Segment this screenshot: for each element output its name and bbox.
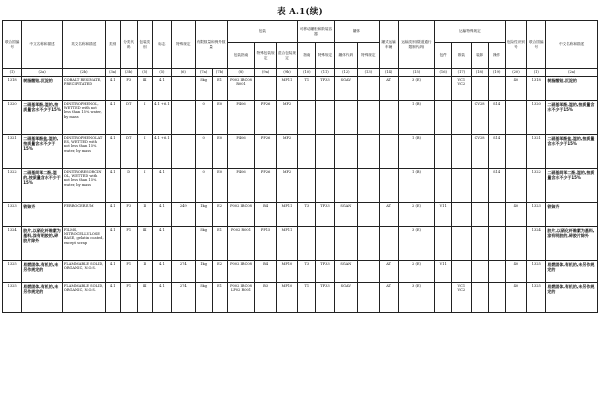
- col-number: (3a): [105, 69, 120, 77]
- s-bulk-cell: [452, 169, 471, 203]
- name-en-cell: DINITROPHENOLATES, WETTED with not less than 15% water, by mass: [62, 135, 105, 169]
- pt-sp-cell: [316, 169, 334, 203]
- s-pkg-cell: [435, 169, 452, 203]
- code-cell: DT: [120, 101, 137, 135]
- column-number-row: [3, 69, 598, 77]
- header-transport-cat: 运输类别(隧道通行限制代码): [398, 21, 434, 69]
- col-number: (8): [227, 69, 255, 77]
- class-cell: 4.1: [105, 227, 120, 261]
- tank-sp-cell: [358, 77, 379, 101]
- name-zh-2-cell: 二硝基间苯二酚,湿的,按质量含水不少于15%: [546, 169, 598, 203]
- packing-sp-cell: B4: [255, 261, 276, 283]
- pg-cell: Ⅲ: [137, 77, 152, 101]
- labels-cell: 4.1: [152, 283, 171, 313]
- limited-qty-cell: 5kg: [195, 227, 212, 261]
- header-limited: 有限数量和例外数量: [195, 21, 227, 69]
- name-zh-cell: 易燃固体,有机的,未另作规定的: [22, 261, 63, 283]
- transport-cat-cell: 3 (E): [398, 227, 434, 261]
- excepted-qty-cell: E1: [212, 227, 227, 261]
- header-pt-sp: 特殊规定: [316, 43, 334, 69]
- vehicle-cell: AT: [379, 283, 398, 313]
- mixed-packing-cell: MP11: [276, 77, 297, 101]
- vehicle-cell: AT: [379, 261, 398, 283]
- sp-cell: [172, 101, 196, 135]
- un-no-cell: 1323: [3, 203, 22, 227]
- name-en-cell: FLAMMABLE SOLID, ORGANIC, N.O.S.: [62, 261, 105, 283]
- col-number: (6): [172, 69, 196, 77]
- header-name-zh-2: 中文名称和描述: [546, 21, 598, 69]
- hazard-id-cell: [505, 169, 526, 203]
- table-row: [3, 77, 598, 101]
- s-bulk-cell: VC1 VC2: [452, 283, 471, 313]
- col-number: (2b): [62, 69, 105, 77]
- s-pkg-cell: V11: [435, 203, 452, 227]
- packing-instr-cell: P002 R001: [227, 227, 255, 261]
- excepted-qty-cell: E0: [212, 101, 227, 135]
- pt-sp-cell: TP33: [316, 203, 334, 227]
- pt-instr-cell: [298, 135, 316, 169]
- s-bulk-cell: [452, 101, 471, 135]
- limited-qty-cell: 5kg: [195, 283, 212, 313]
- hazard-id-cell: 40: [505, 261, 526, 283]
- excepted-qty-cell: E1: [212, 77, 227, 101]
- pt-instr-cell: [298, 101, 316, 135]
- header-tank-sp: 特殊规定: [358, 43, 379, 69]
- transport-cat-cell: 2 (E): [398, 261, 434, 283]
- name-zh-cell: 胶片,以硝化纤维素为基料,涂有明胶的,碎胶片除外: [22, 227, 63, 261]
- tank-sp-cell: [358, 169, 379, 203]
- header-pg: 包装类别: [137, 21, 152, 69]
- tank-code-cell: SGAN: [334, 203, 358, 227]
- packing-instr-cell: P002 IBC08: [227, 261, 255, 283]
- header-labels: 标志: [152, 21, 171, 69]
- un-no-cell: 1322: [3, 169, 22, 203]
- sp-cell: [172, 135, 196, 169]
- name-zh-cell: 二硝基苯酚盐,湿的,按质量含水不少于15%: [22, 135, 63, 169]
- un-no-2-cell: 1318: [527, 77, 546, 101]
- limited-qty-cell: 0: [195, 101, 212, 135]
- header-packing-group: 包装: [227, 21, 298, 43]
- header-mixed: 混合包装规定: [276, 43, 297, 69]
- limited-qty-cell: 1kg: [195, 203, 212, 227]
- un-no-cell: 1321: [3, 135, 22, 169]
- col-number: (18): [471, 69, 488, 77]
- packing-sp-cell: PP15: [255, 227, 276, 261]
- labels-cell: 4.1: [152, 261, 171, 283]
- tank-code-cell: [334, 101, 358, 135]
- s-bulk-cell: [452, 261, 471, 283]
- pt-sp-cell: TP33: [316, 283, 334, 313]
- header-s-bulk: 散装: [452, 43, 471, 69]
- sp-cell: [172, 227, 196, 261]
- code-cell: F1: [120, 283, 137, 313]
- s-load-cell: [471, 283, 488, 313]
- sp-cell: 274: [172, 283, 196, 313]
- un-no-2-cell: 1325: [527, 283, 546, 313]
- s-pkg-cell: [435, 283, 452, 313]
- labels-cell: 4.1: [152, 203, 171, 227]
- labels-cell: 4.1: [152, 227, 171, 261]
- vehicle-cell: AT: [379, 77, 398, 101]
- pg-cell: Ⅰ: [137, 135, 152, 169]
- col-number: (5): [137, 69, 152, 77]
- hazard-id-cell: [505, 227, 526, 261]
- tank-code-cell: SGAN: [334, 261, 358, 283]
- un-no-cell: 1325: [3, 261, 22, 283]
- vehicle-cell: [379, 101, 398, 135]
- un-no-cell: 1320: [3, 101, 22, 135]
- header-code: 分类代码: [120, 21, 137, 69]
- tank-code-cell: [334, 135, 358, 169]
- hazard-id-cell: [505, 101, 526, 135]
- name-zh-cell: 二硝基苯酚,湿的,按质量含水不少于15%: [22, 101, 63, 135]
- table-row: [3, 101, 598, 135]
- s-load-cell: [471, 77, 488, 101]
- pt-instr-cell: T1: [298, 77, 316, 101]
- hazard-id-cell: 40: [505, 283, 526, 313]
- pg-cell: Ⅰ: [137, 101, 152, 135]
- tank-sp-cell: [358, 227, 379, 261]
- mixed-packing-cell: MP11: [276, 227, 297, 261]
- pt-instr-cell: [298, 227, 316, 261]
- s-pkg-cell: [435, 77, 452, 101]
- packing-sp-cell: PP26: [255, 169, 276, 203]
- transport-cat-cell: 3 (E): [398, 283, 434, 313]
- labels-cell: 4.1 +6.1: [152, 101, 171, 135]
- un-no-2-cell: 1320: [527, 101, 546, 135]
- limited-qty-cell: 0: [195, 169, 212, 203]
- s-bulk-cell: [452, 135, 471, 169]
- class-cell: 4.1: [105, 261, 120, 283]
- name-zh-2-cell: 二硝基苯酚盐,湿的,按质量含水不少于15%: [546, 135, 598, 169]
- limited-qty-cell: 5kg: [195, 77, 212, 101]
- s-bulk-cell: [452, 227, 471, 261]
- name-zh-cell: 铁铈齐: [22, 203, 63, 227]
- name-en-cell: FILMS, NITROCELLULOSE BASE, gelatin coated, except scrap: [62, 227, 105, 261]
- table-row: [3, 227, 598, 261]
- un-no-2-cell: 1322: [527, 169, 546, 203]
- s-load-cell: CV28: [471, 101, 488, 135]
- s-op-cell: [488, 227, 505, 261]
- s-op-cell: [488, 261, 505, 283]
- un-no-cell: 1324: [3, 227, 22, 261]
- col-number: (17): [452, 69, 471, 77]
- pt-instr-cell: T3: [298, 203, 316, 227]
- table-row: [3, 169, 598, 203]
- s-op-cell: [488, 203, 505, 227]
- table-row: [3, 261, 598, 283]
- header-sp: 特殊规定: [172, 21, 196, 69]
- pt-instr-cell: T1: [298, 283, 316, 313]
- name-zh-2-cell: 铁铈齐: [546, 203, 598, 227]
- col-number: (10): [298, 69, 316, 77]
- pg-cell: Ⅲ: [137, 227, 152, 261]
- tank-sp-cell: [358, 203, 379, 227]
- packing-instr-cell: P002 IBC08 R001: [227, 77, 255, 101]
- packing-instr-cell: P406: [227, 101, 255, 135]
- header-vehicle: 罐式运输车辆: [379, 21, 398, 69]
- packing-instr-cell: P406: [227, 169, 255, 203]
- packing-instr-cell: P002 IBC08 LP02 R001: [227, 283, 255, 313]
- header-special-group: 运输特殊规定: [435, 21, 506, 43]
- s-pkg-cell: [435, 227, 452, 261]
- header-s-load: 装卸: [471, 43, 488, 69]
- name-en-cell: COBALT RESINATE, PRECIPITATED: [62, 77, 105, 101]
- transport-cat-cell: 1 (B): [398, 169, 434, 203]
- un-no-2-cell: 1325: [527, 261, 546, 283]
- excepted-qty-cell: E2: [212, 203, 227, 227]
- name-en-cell: FERROCERIUM: [62, 203, 105, 227]
- name-zh-cell: 树脂酸钴,沉淀的: [22, 77, 63, 101]
- sp-cell: 249: [172, 203, 196, 227]
- s-load-cell: [471, 203, 488, 227]
- pt-instr-cell: T3: [298, 261, 316, 283]
- tank-sp-cell: [358, 261, 379, 283]
- s-bulk-cell: [452, 203, 471, 227]
- name-en-cell: DINITRORESORCINOL, WETTED with not less than 15% water, by mass: [62, 169, 105, 203]
- col-number: (9a): [255, 69, 276, 77]
- col-number: (15): [398, 69, 434, 77]
- header-tank-code: 罐体代码: [334, 43, 358, 69]
- excepted-qty-cell: E0: [212, 135, 227, 169]
- tank-code-cell: SGAV: [334, 283, 358, 313]
- class-cell: 4.1: [105, 135, 120, 169]
- packing-instr-cell: P406: [227, 135, 255, 169]
- header-row-1: [3, 21, 598, 43]
- s-op-cell: S14: [488, 101, 505, 135]
- col-number: (19): [488, 69, 505, 77]
- s-load-cell: [471, 227, 488, 261]
- header-name-en: 英文名称和描述: [62, 21, 105, 69]
- excepted-qty-cell: E1: [212, 283, 227, 313]
- col-number: (2a): [546, 69, 598, 77]
- labels-cell: 4.1: [152, 169, 171, 203]
- un-no-2-cell: 1324: [527, 227, 546, 261]
- header-name-zh: 中文名称和描述: [22, 21, 63, 69]
- un-no-cell: 1318: [3, 77, 22, 101]
- col-number: (7b): [212, 69, 227, 77]
- header-un-no: 联合国编号: [3, 21, 22, 69]
- header-tank-group: 罐体: [334, 21, 379, 43]
- s-pkg-cell: [435, 101, 452, 135]
- col-number: (16): [435, 69, 452, 77]
- hazard-id-cell: [505, 135, 526, 169]
- table-title: 表 A.1(续): [277, 7, 323, 17]
- class-cell: 4.1: [105, 101, 120, 135]
- s-load-cell: [471, 261, 488, 283]
- un-no-2-cell: 1323: [527, 203, 546, 227]
- transport-cat-cell: 3 (E): [398, 77, 434, 101]
- s-pkg-cell: [435, 135, 452, 169]
- s-op-cell: S14: [488, 169, 505, 203]
- table-body: [3, 77, 598, 313]
- name-en-cell: FLAMMABLE SOLID, ORGANIC, N.O.S.: [62, 283, 105, 313]
- s-load-cell: CV28: [471, 135, 488, 169]
- class-cell: 4.1: [105, 203, 120, 227]
- pt-sp-cell: [316, 135, 334, 169]
- packing-sp-cell: [255, 77, 276, 101]
- s-bulk-cell: VC1 VC2: [452, 77, 471, 101]
- s-op-cell: [488, 77, 505, 101]
- header-portable-group: 可移动罐柜和散装容器: [298, 21, 334, 43]
- tank-sp-cell: [358, 101, 379, 135]
- tank-sp-cell: [358, 135, 379, 169]
- col-number: (2a): [22, 69, 63, 77]
- name-zh-cell: 二硝基间苯二酚,湿的,按质量含水不少于15%: [22, 169, 63, 203]
- limited-qty-cell: 1kg: [195, 261, 212, 283]
- col-number: (13): [358, 69, 379, 77]
- labels-cell: 4.1 +6.1: [152, 135, 171, 169]
- pg-cell: Ⅱ: [137, 203, 152, 227]
- vehicle-cell: AT: [379, 203, 398, 227]
- col-number: (3b): [120, 69, 137, 77]
- code-cell: F1: [120, 227, 137, 261]
- sp-cell: 274: [172, 261, 196, 283]
- table-row: [3, 135, 598, 169]
- labels-cell: 4.1: [152, 77, 171, 101]
- code-cell: F3: [120, 77, 137, 101]
- col-number: (5): [152, 69, 171, 77]
- header-packing-instr: 包装指南: [227, 43, 255, 69]
- name-zh-2-cell: 树脂酸钴,沉淀的: [546, 77, 598, 101]
- pg-cell: Ⅰ: [137, 169, 152, 203]
- s-load-cell: [471, 169, 488, 203]
- name-zh-cell: 易燃固体,有机的,未另作规定的: [22, 283, 63, 313]
- class-cell: 4.1: [105, 77, 120, 101]
- dangerous-goods-table: [2, 20, 598, 313]
- transport-cat-cell: 2 (E): [398, 203, 434, 227]
- header-s-pkg: 包件: [435, 43, 452, 69]
- pt-sp-cell: TP33: [316, 77, 334, 101]
- tank-sp-cell: [358, 283, 379, 313]
- code-cell: D: [120, 169, 137, 203]
- packing-sp-cell: B4: [255, 203, 276, 227]
- s-op-cell: S14: [488, 135, 505, 169]
- mixed-packing-cell: MP10: [276, 283, 297, 313]
- transport-cat-cell: 1 (B): [398, 101, 434, 135]
- code-cell: F1: [120, 261, 137, 283]
- name-zh-2-cell: 易燃固体,有机的,未另作规定的: [546, 261, 598, 283]
- col-number: (1): [527, 69, 546, 77]
- tank-code-cell: [334, 227, 358, 261]
- col-number: (14): [379, 69, 398, 77]
- col-number: (20): [505, 69, 526, 77]
- mixed-packing-cell: MP10: [276, 261, 297, 283]
- pg-cell: Ⅱ: [137, 261, 152, 283]
- pt-sp-cell: [316, 227, 334, 261]
- header-s-op: 操作: [488, 43, 505, 69]
- un-no-2-cell: 1321: [527, 135, 546, 169]
- name-zh-2-cell: 二硝基苯酚,湿的,按质量含水不少于15%: [546, 101, 598, 135]
- class-cell: 4.1: [105, 169, 120, 203]
- name-zh-2-cell: 胶片,以硝化纤维素为基料,涂有明胶的,碎胶片除外: [546, 227, 598, 261]
- tank-code-cell: [334, 169, 358, 203]
- excepted-qty-cell: E2: [212, 261, 227, 283]
- name-en-cell: DINITROPHENOL, WETTED with not less than 15% water, by mass: [62, 101, 105, 135]
- header-class: 类别: [105, 21, 120, 69]
- col-number: (7a): [195, 69, 212, 77]
- code-cell: DT: [120, 135, 137, 169]
- s-op-cell: [488, 283, 505, 313]
- tank-code-cell: SGAV: [334, 77, 358, 101]
- mixed-packing-cell: MP2: [276, 101, 297, 135]
- col-number: (1): [3, 69, 22, 77]
- col-number: (11): [316, 69, 334, 77]
- code-cell: F3: [120, 203, 137, 227]
- header-pt-instr: 指南: [298, 43, 316, 69]
- pg-cell: Ⅲ: [137, 283, 152, 313]
- table-row: [3, 203, 598, 227]
- sp-cell: [172, 77, 196, 101]
- header-hazard-id: 危险性识别号: [505, 21, 526, 69]
- pt-sp-cell: TP33: [316, 261, 334, 283]
- packing-sp-cell: PP26: [255, 135, 276, 169]
- transport-cat-cell: 1 (B): [398, 135, 434, 169]
- un-no-cell: 1325: [3, 283, 22, 313]
- excepted-qty-cell: E0: [212, 169, 227, 203]
- packing-sp-cell: B3: [255, 283, 276, 313]
- mixed-packing-cell: MP2: [276, 169, 297, 203]
- class-cell: 4.1: [105, 283, 120, 313]
- col-number: (12): [334, 69, 358, 77]
- limited-qty-cell: 0: [195, 135, 212, 169]
- s-pkg-cell: V11: [435, 261, 452, 283]
- pt-instr-cell: [298, 169, 316, 203]
- hazard-id-cell: 40: [505, 203, 526, 227]
- name-zh-2-cell: 易燃固体,有机的,未另作规定的: [546, 283, 598, 313]
- packing-instr-cell: P002 IBC08: [227, 203, 255, 227]
- vehicle-cell: [379, 169, 398, 203]
- col-number: (9b): [276, 69, 297, 77]
- packing-sp-cell: PP26: [255, 101, 276, 135]
- header-un-no-2: 联合国编号: [527, 21, 546, 69]
- mixed-packing-cell: MP2: [276, 135, 297, 169]
- header-packing-sp: 特殊包装规定: [255, 43, 276, 69]
- mixed-packing-cell: MP11: [276, 203, 297, 227]
- hazard-id-cell: 40: [505, 77, 526, 101]
- pt-sp-cell: [316, 101, 334, 135]
- vehicle-cell: [379, 227, 398, 261]
- vehicle-cell: [379, 135, 398, 169]
- table-row: [3, 283, 598, 313]
- sp-cell: [172, 169, 196, 203]
